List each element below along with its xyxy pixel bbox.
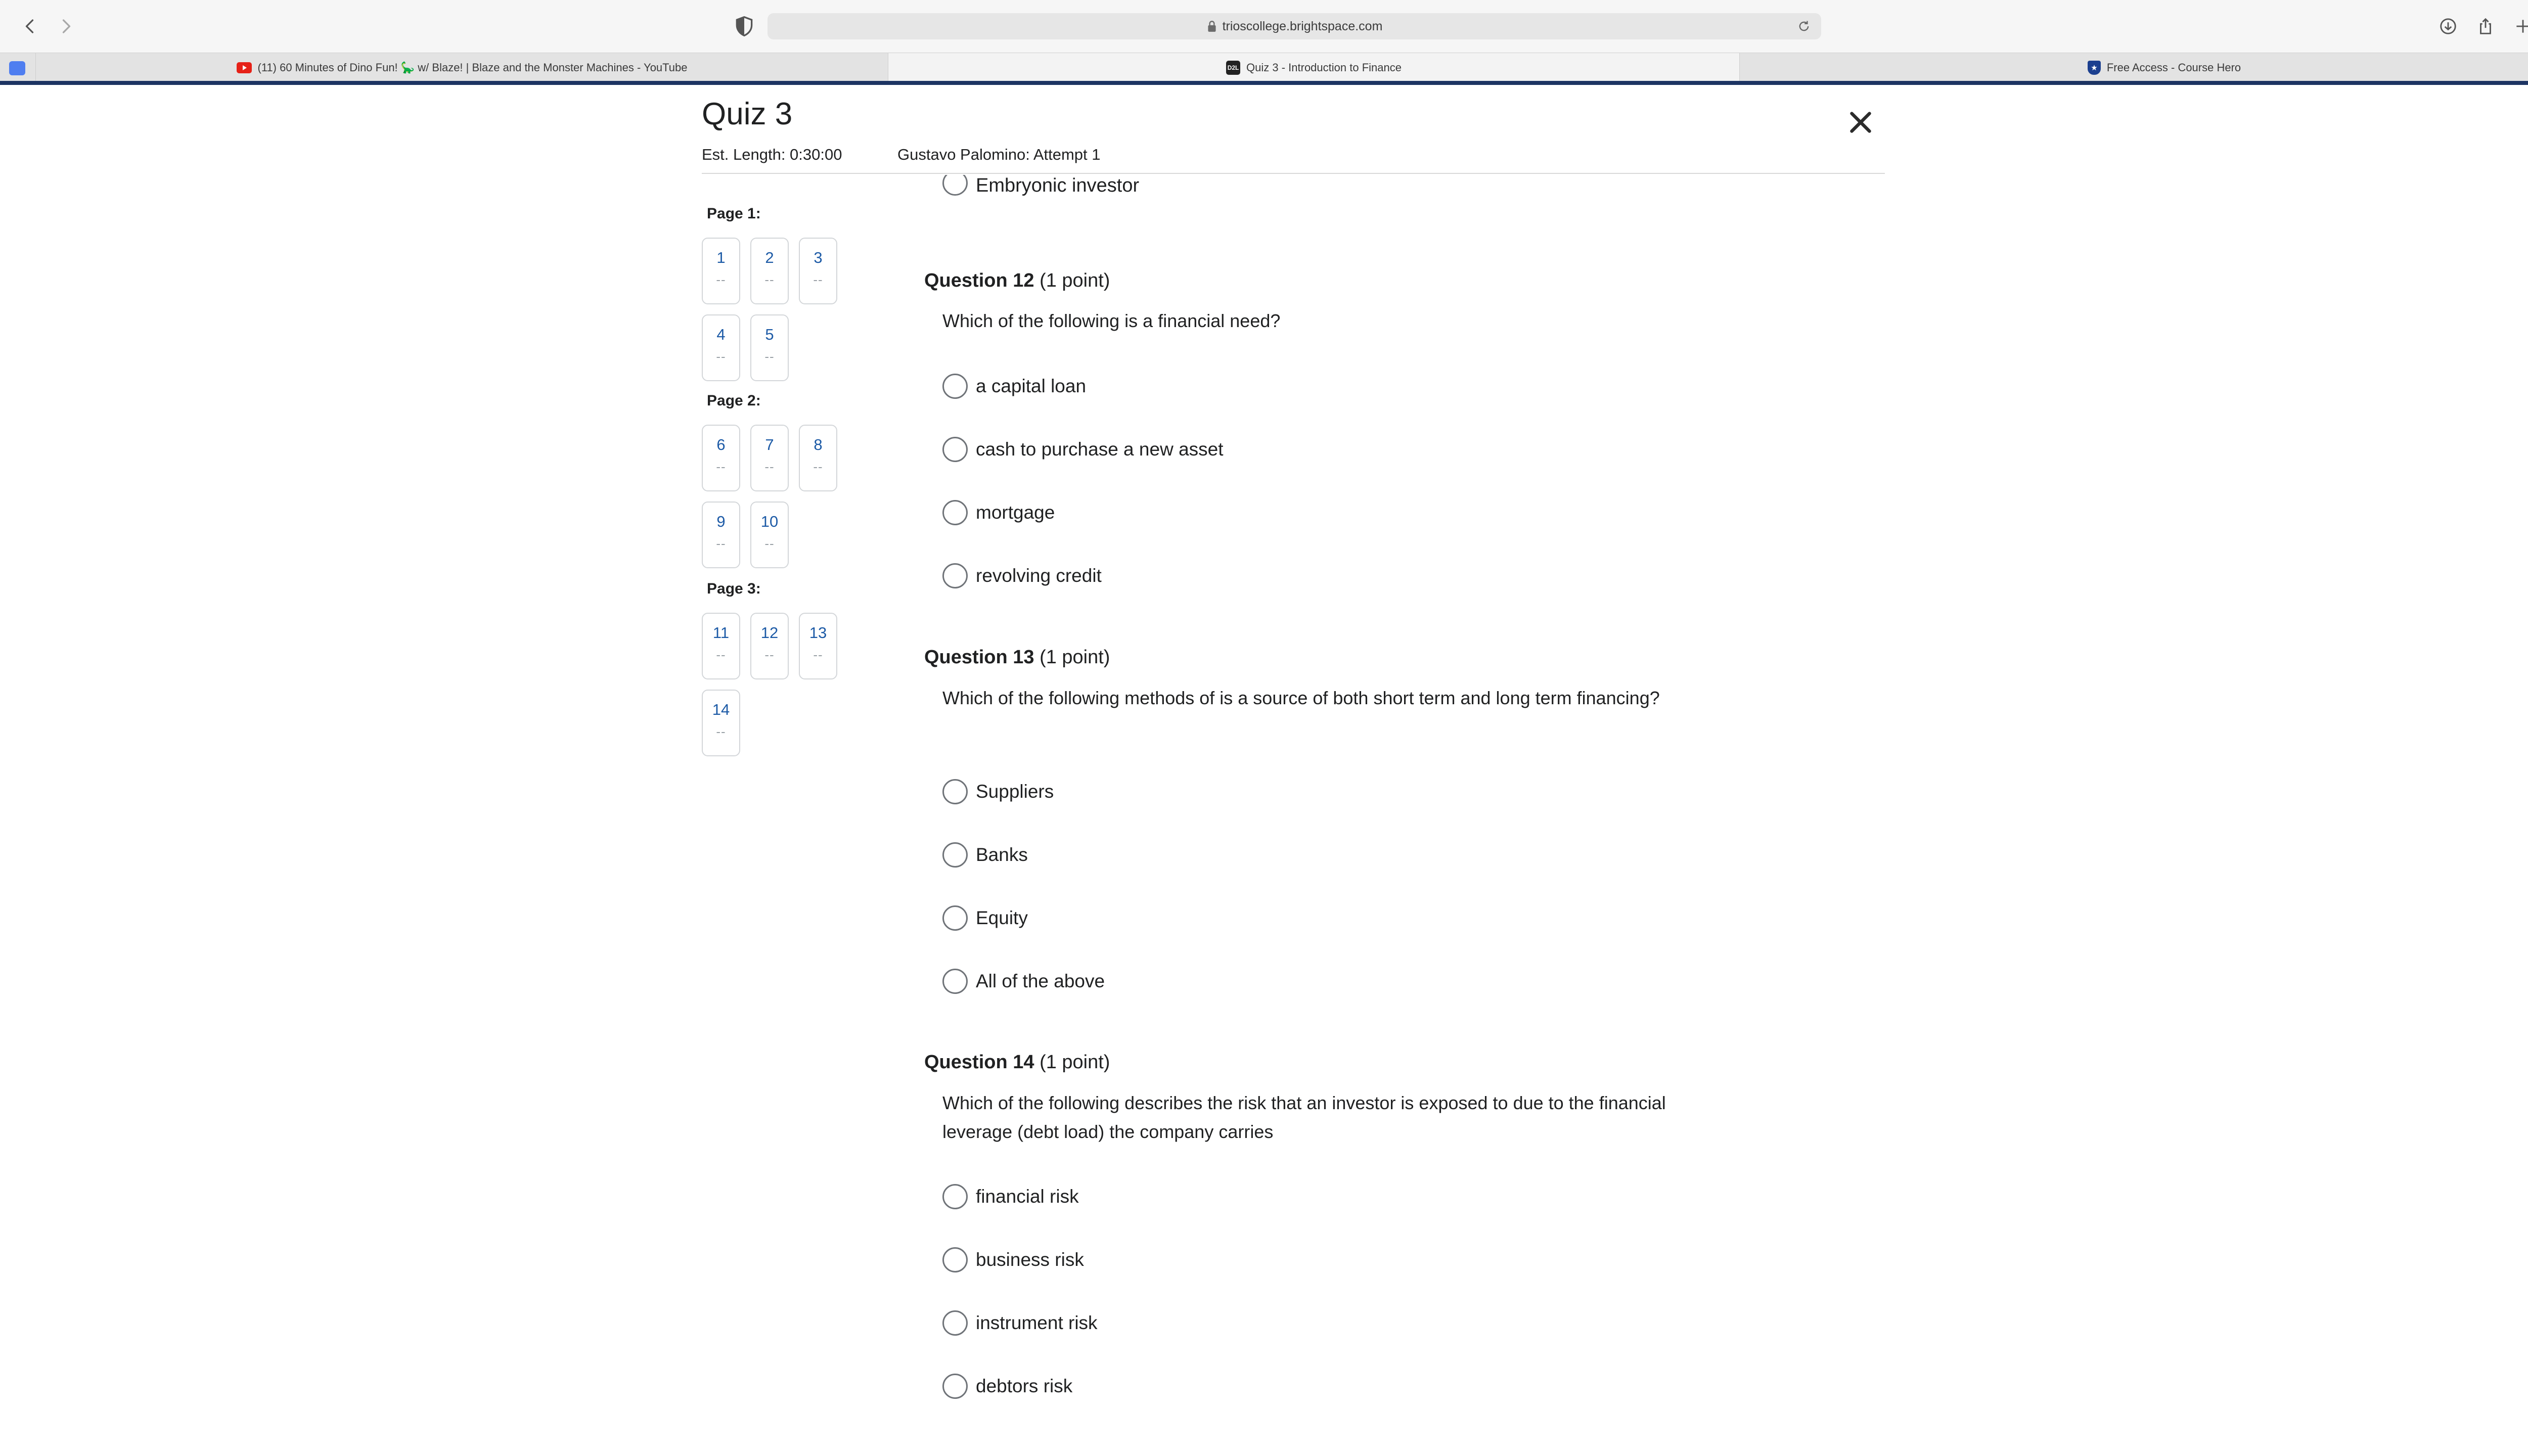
option-label: Suppliers <box>976 781 1054 802</box>
lock-icon <box>1206 20 1217 33</box>
question-nav-6[interactable] <box>702 425 740 491</box>
close-icon[interactable] <box>1845 107 1876 138</box>
question-text: Which of the following describes the risk that an investor is exposed to due to the financial leverage (debt load) the company carries <box>942 1093 1666 1142</box>
question-nav-10[interactable] <box>750 502 789 568</box>
option-revolving-credit[interactable] <box>942 563 1102 589</box>
question-number: 12 <box>760 624 779 642</box>
url-text: trioscollege.brightspace.com <box>1222 19 1383 33</box>
radio-button[interactable] <box>942 905 968 931</box>
radio-button[interactable] <box>942 1247 968 1272</box>
question-nav-14[interactable] <box>702 690 740 756</box>
option-all-of-the-above[interactable] <box>942 968 1105 994</box>
attempt-info: Gustavo Palomino: Attempt 1 <box>897 146 1101 163</box>
question-points: (1 point) <box>1040 647 1110 668</box>
question-points: (1 point) <box>1040 1052 1110 1073</box>
unanswered-marker: -- <box>716 459 726 474</box>
question-points: (1 point) <box>1040 270 1110 291</box>
option-label: debtors risk <box>976 1376 1073 1396</box>
browser-toolbar <box>0 0 2528 53</box>
question-number: 10 <box>760 513 779 530</box>
unanswered-marker: -- <box>716 272 726 287</box>
option-label: business risk <box>976 1249 1084 1270</box>
share-button[interactable] <box>2472 13 2499 39</box>
download-icon <box>2439 17 2458 36</box>
question-nav-13[interactable] <box>799 613 837 679</box>
page-label: Page 3: <box>707 580 761 597</box>
option-embryonic-investor[interactable] <box>942 175 1139 200</box>
question-nav-1[interactable] <box>702 238 740 304</box>
forward-button[interactable] <box>53 13 79 39</box>
question-number: 8 <box>814 436 823 453</box>
question-number: 5 <box>765 326 774 343</box>
option-label: financial risk <box>976 1186 1079 1207</box>
chevron-left-icon <box>21 17 39 35</box>
brand-accent-bar <box>0 81 2528 85</box>
radio-button[interactable] <box>942 969 968 994</box>
question-nav-9[interactable] <box>702 502 740 568</box>
radio-button[interactable] <box>942 175 968 196</box>
unanswered-marker: -- <box>764 349 775 364</box>
radio-button[interactable] <box>942 500 968 525</box>
unanswered-marker: -- <box>764 272 775 287</box>
unanswered-marker: -- <box>764 647 775 662</box>
question-number: Question 13 <box>924 647 1034 668</box>
option-label: cash to purchase a new asset <box>976 439 1224 460</box>
unanswered-marker: -- <box>764 459 775 474</box>
option-label: a capital loan <box>976 376 1087 396</box>
question-number: 3 <box>814 249 823 266</box>
tab-course-hero[interactable] <box>1739 53 2528 82</box>
back-button[interactable] <box>17 13 43 39</box>
option-mortgage[interactable] <box>942 499 1055 526</box>
option-label: revolving credit <box>976 565 1102 586</box>
tab-label: (11) 60 Minutes of Dino Fun! 🦕 w/ Blaze! | Blaze and the Monster Machines - YouTube <box>257 61 688 74</box>
option-banks[interactable] <box>942 842 1028 868</box>
unanswered-marker: -- <box>764 536 775 551</box>
question-heading <box>924 270 1110 292</box>
option-label: Equity <box>976 907 1028 928</box>
option-label: mortgage <box>976 502 1055 523</box>
unanswered-marker: -- <box>813 272 823 287</box>
question-number: 1 <box>716 249 726 266</box>
privacy-shield-icon[interactable] <box>733 15 755 37</box>
option-business-risk[interactable] <box>942 1247 1084 1273</box>
tab-label: Free Access - Course Hero <box>2106 61 2241 74</box>
unanswered-marker: -- <box>813 647 823 662</box>
question-text: Which of the following is a financial need? <box>942 310 1281 331</box>
radio-button[interactable] <box>942 374 968 399</box>
d2l-icon: D2L <box>1226 61 1240 75</box>
unanswered-marker: -- <box>716 536 726 551</box>
question-nav-8[interactable] <box>799 425 837 491</box>
option-label: All of the above <box>976 971 1105 991</box>
youtube-icon <box>237 62 252 73</box>
tab-label: Quiz 3 - Introduction to Finance <box>1246 61 1402 74</box>
question-number: 11 <box>712 624 730 642</box>
estimated-length: Est. Length: 0:30:00 <box>702 146 842 163</box>
question-number: 4 <box>716 326 726 343</box>
tab-groups-icon[interactable] <box>9 61 25 75</box>
chevron-right-icon <box>57 17 75 35</box>
question-heading <box>924 1052 1110 1073</box>
question-nav-4[interactable] <box>702 314 740 381</box>
question-number: Question 14 <box>924 1052 1034 1073</box>
question-number: 13 <box>809 624 827 642</box>
reload-icon[interactable] <box>1797 19 1811 33</box>
address-bar[interactable] <box>768 13 1821 39</box>
tab-youtube[interactable] <box>35 53 888 82</box>
question-number: 2 <box>765 249 774 266</box>
question-number: 6 <box>716 436 726 453</box>
tab-bar <box>0 53 2528 82</box>
quiz-header <box>702 85 1885 174</box>
option-label: Banks <box>976 844 1028 865</box>
plus-icon <box>2513 17 2528 36</box>
question-heading <box>924 647 1110 668</box>
option-instrument-risk[interactable] <box>942 1310 1098 1336</box>
question-number: 9 <box>716 513 726 530</box>
option-label: instrument risk <box>976 1312 1098 1333</box>
question-text: Which of the following methods of is a source of both short term and long term financing? <box>942 688 1660 708</box>
radio-button[interactable] <box>942 1310 968 1336</box>
share-icon <box>2476 17 2495 36</box>
option-debtors-risk[interactable] <box>942 1373 1072 1399</box>
unanswered-marker: -- <box>813 459 823 474</box>
radio-button[interactable] <box>942 1184 968 1209</box>
question-number: 7 <box>765 436 774 453</box>
downloads-button[interactable] <box>2435 13 2461 39</box>
question-nav-7[interactable] <box>750 425 789 491</box>
question-number: 14 <box>712 701 730 718</box>
radio-button[interactable] <box>942 779 968 804</box>
unanswered-marker: -- <box>716 647 726 662</box>
unanswered-marker: -- <box>716 724 726 739</box>
option-label: Embryonic investor <box>976 175 1140 196</box>
radio-button[interactable] <box>942 437 968 462</box>
new-tab-button[interactable] <box>2510 13 2528 39</box>
course-hero-icon <box>2088 61 2101 75</box>
radio-button[interactable] <box>942 842 968 868</box>
tab-quiz[interactable] <box>888 53 1739 82</box>
radio-button[interactable] <box>942 1374 968 1399</box>
question-nav-2[interactable] <box>750 238 789 304</box>
option-cash-new-asset[interactable] <box>942 436 1224 463</box>
option-capital-loan[interactable] <box>942 373 1086 399</box>
radio-button[interactable] <box>942 563 968 588</box>
page-title: Quiz 3 <box>702 97 793 131</box>
question-nav-11[interactable] <box>702 613 740 679</box>
page-label: Page 1: <box>707 205 761 222</box>
option-suppliers[interactable] <box>942 779 1054 805</box>
unanswered-marker: -- <box>716 349 726 364</box>
question-nav-5[interactable] <box>750 314 789 381</box>
question-nav-12[interactable] <box>750 613 789 679</box>
question-number: Question 12 <box>924 270 1034 291</box>
option-financial-risk[interactable] <box>942 1184 1079 1210</box>
option-equity[interactable] <box>942 905 1028 931</box>
page-label: Page 2: <box>707 392 761 409</box>
question-nav-3[interactable] <box>799 238 837 304</box>
